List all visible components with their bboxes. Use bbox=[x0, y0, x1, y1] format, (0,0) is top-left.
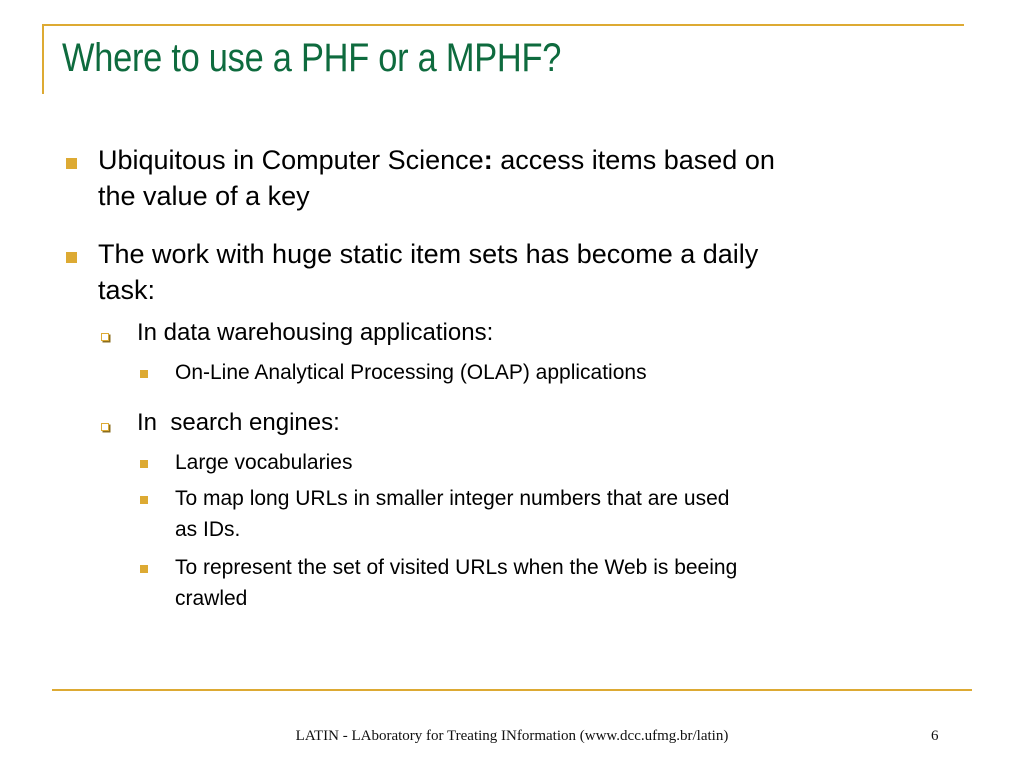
hollow-square-bullet-icon bbox=[101, 423, 109, 431]
hollow-square-bullet-icon bbox=[101, 333, 109, 341]
small-square-bullet-icon bbox=[140, 496, 148, 504]
left-frame-line bbox=[42, 24, 44, 94]
page-number: 6 bbox=[931, 728, 939, 744]
sub-bullet-2: In search engines: bbox=[137, 409, 340, 436]
sub-bullet-2-item-2: To map long URLs in smaller integer numbers that are used bbox=[175, 487, 730, 510]
footer-divider bbox=[52, 689, 972, 691]
sub-bullet-2-item-1: Large vocabularies bbox=[175, 451, 353, 474]
bullet-1-prefix: Ubiquitous in Computer Science bbox=[98, 145, 484, 175]
small-square-bullet-icon bbox=[140, 460, 148, 468]
sub-bullet-1: In data warehousing applications: bbox=[137, 319, 494, 346]
sub-bullet-2-item-2-line-2: as IDs. bbox=[175, 518, 241, 541]
bullet-1-colon: : bbox=[483, 145, 493, 175]
sub-bullet-2-item-3-line-2: crawled bbox=[175, 587, 248, 610]
small-square-bullet-icon bbox=[140, 370, 148, 378]
slide-title: Where to use a PHF or a MPHF? bbox=[62, 36, 562, 80]
square-bullet-icon bbox=[66, 158, 77, 169]
footer-text: LATIN - LAboratory for Treating INformation (www.dcc.ufmg.br/latin) bbox=[295, 728, 729, 744]
bullet-1-suffix: access items based on bbox=[492, 145, 775, 175]
top-frame-line bbox=[42, 24, 964, 26]
bullet-2-line-2: task: bbox=[98, 275, 156, 305]
sub-bullet-1-item-1: On-Line Analytical Processing (OLAP) applications bbox=[175, 361, 647, 384]
bullet-1-line-2: the value of a key bbox=[98, 181, 310, 211]
bullet-2: The work with huge static item sets has become a daily bbox=[98, 239, 759, 269]
bullet-1 bbox=[98, 143, 775, 178]
sub-bullet-2-item-3: To represent the set of visited URLs when the Web is beeing bbox=[175, 556, 738, 579]
square-bullet-icon bbox=[66, 252, 77, 263]
small-square-bullet-icon bbox=[140, 565, 148, 573]
